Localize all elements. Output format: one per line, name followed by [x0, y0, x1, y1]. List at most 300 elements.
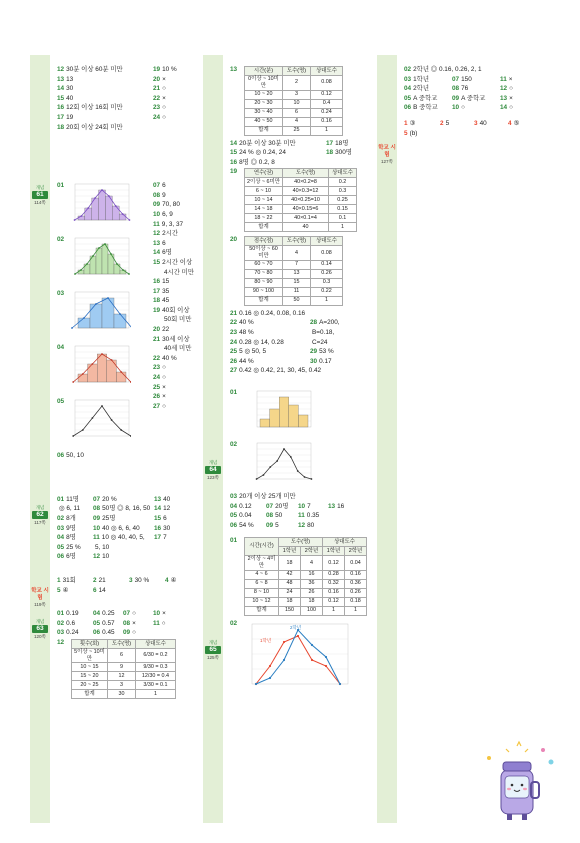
- answer-text: 25명: [102, 514, 116, 522]
- relative-frequency-table-20: [230, 236, 372, 306]
- table-cell: 40×0.15=6: [283, 205, 329, 214]
- answer-line: [404, 85, 554, 95]
- answer-line: [230, 149, 372, 159]
- table-cell: 11: [283, 287, 311, 296]
- histogram-bar: [114, 314, 126, 328]
- table-row: [245, 556, 367, 571]
- answer-text: 30: [66, 85, 74, 93]
- question-number: 12: [57, 638, 65, 646]
- polygon-point: [122, 269, 124, 271]
- answer-text: 0.19: [66, 610, 79, 618]
- answer-item: [93, 534, 145, 542]
- question-number: 11: [153, 619, 160, 627]
- question-number: 05: [93, 619, 101, 627]
- polygon-point: [276, 460, 278, 462]
- answer-line: [57, 610, 199, 620]
- answer-text: 22: [162, 326, 170, 334]
- table-cell: 6 ~ 10: [245, 187, 283, 196]
- answer-item: [57, 620, 75, 628]
- table-cell: 60 ~ 70: [245, 260, 283, 269]
- answer-line: [57, 534, 199, 544]
- question-number: 04: [93, 610, 101, 618]
- answer-text: 2시간: [162, 230, 179, 238]
- relative-frequency-chart: [242, 441, 322, 485]
- question-number: 04: [230, 502, 238, 510]
- table-cell: 7: [283, 260, 311, 269]
- answer-item: [404, 130, 417, 138]
- answer-text: A=200,: [319, 319, 340, 327]
- question-number: 18: [57, 123, 65, 131]
- polygon-point: [72, 381, 74, 383]
- answer-item: [326, 159, 328, 167]
- question-number: 11: [153, 220, 160, 228]
- question-number: 20: [153, 326, 161, 334]
- table-cell: 12/30 = 0.4: [136, 672, 176, 681]
- table-cell: 0.14: [311, 260, 343, 269]
- table-cell: 6: [283, 108, 311, 117]
- answer-item: [123, 629, 136, 637]
- answer-text: 5: [445, 119, 450, 127]
- column-header: 2학년: [301, 547, 323, 556]
- answer-text: ◎ 6, 11: [59, 505, 81, 513]
- question-number: 11: [500, 75, 507, 83]
- question-number: 14: [153, 249, 161, 257]
- answer-text: 30 %: [134, 576, 150, 584]
- question-number: 06: [57, 452, 65, 460]
- table-cell: 10: [283, 99, 311, 108]
- answer-text: ×: [162, 610, 166, 618]
- polygon-point: [110, 253, 112, 255]
- question-number: 27: [153, 402, 161, 410]
- table-cell: 6 ~ 8: [245, 579, 279, 588]
- answer-item: [230, 319, 254, 327]
- question-number: 16: [230, 158, 238, 166]
- answer-text: 6명: [162, 249, 172, 257]
- answer-item: [266, 503, 288, 511]
- answer-item: [57, 610, 79, 618]
- answer-item: [452, 104, 465, 112]
- answer-line: [57, 544, 199, 554]
- relative-frequency-table-13: [230, 66, 372, 136]
- answer-item: [500, 95, 513, 103]
- polygon-point: [74, 219, 76, 221]
- histogram-bar: [116, 372, 126, 382]
- answer-text: 2시간 이상: [162, 258, 193, 266]
- question-number: 19: [153, 306, 161, 314]
- answer-item: [440, 120, 449, 128]
- answer-text: 40: [66, 94, 74, 102]
- question-number: 5: [57, 586, 61, 594]
- table-cell: 0.32: [323, 579, 345, 588]
- question-number: 05: [57, 543, 65, 551]
- column-header: 점수(점): [245, 237, 283, 246]
- answer-item: [57, 577, 76, 585]
- question-number: 21: [230, 309, 238, 317]
- histogram-bar: [96, 248, 102, 274]
- answer-item: [57, 76, 73, 84]
- polygon-point: [297, 470, 299, 472]
- answer-item: [57, 66, 123, 74]
- answer-text: 54 %: [239, 521, 254, 529]
- question-number: 21: [153, 85, 161, 93]
- polygon-point: [101, 353, 103, 355]
- question-number: 01: [57, 495, 65, 503]
- question-number: 27: [230, 367, 238, 375]
- answer-text: C=24: [312, 338, 328, 346]
- table-cell: 18: [279, 556, 301, 571]
- table-cell: 0.16: [323, 588, 345, 597]
- table-row: [245, 178, 357, 187]
- polygon-point: [290, 456, 292, 458]
- answer-text: 20명: [275, 502, 289, 510]
- question-number: 18: [326, 149, 334, 157]
- question-number: 16: [153, 278, 161, 286]
- answer-text: ○: [161, 619, 166, 627]
- question-number: 2: [93, 576, 97, 584]
- polygon-point: [83, 317, 85, 319]
- side-strip-left: [30, 55, 50, 823]
- question-number: 02: [230, 619, 238, 627]
- answer-text: ③: [409, 119, 416, 127]
- polygon-point: [94, 197, 96, 199]
- histogram-bar: [78, 374, 88, 382]
- concept-tag-63: 개념 63 120쪽: [33, 619, 47, 639]
- table-cell: 6: [108, 648, 136, 663]
- answer-item: [404, 95, 437, 103]
- question-number: 30: [310, 357, 318, 365]
- concept-64-graphs: [230, 389, 372, 493]
- table-cell: 4: [301, 556, 323, 571]
- question-number: 2: [440, 119, 444, 127]
- histogram-bar: [107, 360, 117, 382]
- table-row: [245, 606, 367, 615]
- answer-text: 0.45: [102, 629, 115, 637]
- concept-tag-65: 개념 65 125쪽: [206, 640, 220, 660]
- question-number: 1: [57, 576, 61, 584]
- polygon-point: [129, 219, 131, 221]
- answer-line: [57, 85, 199, 95]
- answer-item: [93, 620, 115, 628]
- table-cell: 0.3: [329, 187, 357, 196]
- answer-text: 13: [66, 75, 74, 83]
- answer-line: [57, 505, 199, 515]
- answer-item: [153, 104, 166, 112]
- answer-text: 2학년: [413, 85, 430, 93]
- concept-tag-61: 개념 61 114쪽: [30, 185, 50, 205]
- answer-column-3: [404, 66, 554, 139]
- answer-item: [93, 525, 140, 533]
- polygon-point: [87, 207, 89, 209]
- question-number: 09: [452, 94, 460, 102]
- side-strip-right: [377, 55, 397, 823]
- histogram-chart: [69, 236, 131, 280]
- answer-item: [57, 505, 80, 513]
- concept-61-answers: [57, 182, 199, 452]
- table-row: [245, 205, 357, 214]
- column-header: 시간(분): [245, 67, 283, 76]
- histogram-bar: [90, 304, 102, 328]
- question-number: 17: [154, 534, 162, 542]
- polygon-point: [82, 373, 84, 375]
- question-number: 09: [266, 521, 274, 529]
- answer-text: 76: [461, 85, 469, 93]
- answer-text: 40세 미만: [164, 345, 192, 353]
- answer-text: ×: [162, 94, 166, 102]
- answer-item: [310, 319, 340, 327]
- question-number: 01: [57, 182, 65, 190]
- question-number: 10: [452, 104, 460, 112]
- question-number: 23: [153, 364, 161, 372]
- table-cell: 18: [279, 597, 301, 606]
- answer-item: [57, 95, 73, 103]
- answer-text: 30분 이상 60분 미만: [66, 66, 123, 73]
- question-number: 15: [57, 94, 65, 102]
- question-number: 23: [230, 328, 238, 336]
- question-number: 04: [404, 85, 412, 93]
- question-number: 02: [404, 66, 412, 73]
- test-answer-line: [404, 130, 554, 140]
- relative-frequency-table-19: [230, 168, 372, 232]
- answer-item: [452, 76, 472, 84]
- question-number: 20: [230, 236, 238, 244]
- answer-item: [230, 512, 252, 520]
- table-cell: 4: [283, 117, 311, 126]
- question-number: 25: [153, 383, 161, 391]
- question-number: 16: [57, 104, 65, 112]
- answer-line: [230, 367, 372, 377]
- histogram-bar: [289, 405, 299, 427]
- answer-text: 6명: [66, 553, 76, 561]
- question-number: 03: [57, 629, 65, 637]
- answer-item: [123, 620, 136, 628]
- answer-text: A 중학교: [461, 94, 486, 102]
- answer-item: [93, 587, 106, 595]
- answer-line: [230, 503, 372, 513]
- answer-item: [153, 249, 172, 257]
- answer-text: 20 %: [102, 495, 117, 503]
- answer-text: 5: [275, 521, 279, 529]
- polygon-point: [92, 255, 94, 257]
- table-cell: 9/30 = 0.3: [136, 663, 176, 672]
- answer-text: 20회 이상 24회 미만: [66, 123, 123, 131]
- question-number: 08: [123, 619, 131, 627]
- table-cell: 50: [283, 296, 311, 305]
- answer-line: [57, 496, 199, 506]
- answer-item: [500, 104, 513, 112]
- question-number: 03: [57, 524, 65, 532]
- question-number: 05: [230, 512, 238, 520]
- question-number: 13: [154, 495, 162, 503]
- answer-item: [57, 104, 123, 112]
- question-number: 17: [153, 287, 161, 295]
- polygon-point: [104, 243, 106, 245]
- table-header-row: [245, 538, 367, 547]
- polygon-point: [101, 189, 103, 191]
- table-cell: 4 ~ 6: [245, 570, 279, 579]
- question-number: 17: [326, 139, 334, 147]
- table-cell: 합계: [72, 690, 108, 699]
- polygon-point: [256, 478, 258, 480]
- answer-item: [57, 553, 76, 561]
- answer-text: 25 %: [66, 543, 81, 551]
- spacer: [57, 596, 199, 610]
- question-number: 29: [310, 348, 318, 356]
- column-header: 도수(명): [283, 169, 329, 178]
- table-cell: 0.12: [323, 597, 345, 606]
- question-number: 01: [230, 537, 238, 545]
- column-header: 도수(명): [108, 639, 136, 648]
- table-cell: 40×0.25=10: [283, 196, 329, 205]
- table-cell: 0.12: [311, 90, 343, 99]
- question-number: 16: [154, 524, 162, 532]
- answer-line: [230, 329, 372, 339]
- answer-text: 44 %: [239, 357, 254, 365]
- answer-item: [230, 358, 254, 366]
- table-row: [72, 690, 176, 699]
- table-cell: 10 ~ 20: [245, 90, 283, 99]
- graph-answer: [57, 236, 131, 290]
- column-header: 도수(명): [283, 67, 311, 76]
- table-cell: 0.28: [323, 570, 345, 579]
- question-number: 5: [404, 129, 408, 137]
- spacer: [57, 462, 199, 496]
- graph-answer: [230, 620, 372, 692]
- answer-text: ○: [162, 402, 166, 410]
- answer-item: [298, 512, 319, 520]
- column-header: 1학년: [279, 547, 301, 556]
- answer-text: 9: [162, 191, 166, 199]
- polygon-point: [311, 659, 313, 661]
- table-row: [245, 246, 343, 261]
- answer-item: [153, 95, 166, 103]
- answer-text: 0.35: [306, 512, 320, 520]
- table-cell: 2이상 ~ 6미만: [245, 178, 283, 187]
- answer-item: [298, 503, 311, 511]
- table-row: [72, 672, 176, 681]
- question-number: 08: [93, 505, 101, 513]
- answer-item: [153, 364, 166, 372]
- answer-column-1: [57, 66, 199, 699]
- legend-grade1: 1학년: [260, 637, 272, 643]
- table-cell: 2: [283, 76, 311, 91]
- answer-item: [153, 278, 169, 286]
- question-number: 3: [474, 119, 478, 127]
- question-number: 22: [153, 94, 161, 102]
- table-cell: 0.04: [345, 556, 367, 571]
- answer-item: [93, 577, 106, 585]
- polygon-point: [269, 466, 271, 468]
- answer-text: ○: [132, 629, 136, 637]
- answer-item: [57, 534, 76, 542]
- table-cell: 1: [136, 690, 176, 699]
- question-number: 1: [404, 119, 408, 127]
- question-number: 24: [230, 338, 238, 346]
- polygon-point: [325, 656, 327, 658]
- histogram-bar: [84, 264, 90, 274]
- question-number: 12: [500, 85, 508, 93]
- table-header-row: [245, 169, 357, 178]
- answer-item: [153, 259, 192, 267]
- question-number: 01: [230, 388, 238, 396]
- question-number: 02: [230, 440, 238, 448]
- answer-text: 12회 이상 16회 미만: [66, 104, 123, 112]
- frequency-table: [244, 537, 367, 616]
- answer-text: 45: [162, 297, 170, 305]
- answer-text: ○: [162, 104, 166, 112]
- graph-answer: [230, 389, 372, 441]
- table-row: [245, 90, 343, 99]
- table-cell: 20 ~ 30: [245, 99, 283, 108]
- answer-item: [298, 522, 314, 530]
- answer-text: ○: [162, 113, 166, 121]
- table-row: [245, 597, 367, 606]
- polygon-point: [71, 327, 73, 329]
- table-header-row: [245, 67, 343, 76]
- question-number: 15: [230, 149, 238, 157]
- question-number: 05: [57, 398, 65, 406]
- answer-line: [230, 339, 372, 349]
- table-cell: 1: [323, 606, 345, 615]
- answer-item: [500, 85, 513, 93]
- answer-text: 10: [102, 553, 110, 561]
- answer-item: [230, 310, 305, 318]
- question-number: 06: [404, 104, 412, 112]
- histogram-bar: [298, 415, 308, 427]
- table-cell: 50이상 ~ 60미만: [245, 246, 283, 261]
- table-cell: 18 ~ 22: [245, 214, 283, 223]
- side-strip-middle: [203, 55, 223, 823]
- frequency-table: [244, 66, 343, 136]
- frequency-table: [244, 168, 357, 232]
- question-number: 17: [57, 113, 65, 121]
- polygon-point: [108, 195, 110, 197]
- polygon-point: [107, 297, 109, 299]
- table-cell: 20 ~ 25: [72, 681, 108, 690]
- answer-text: 8명 ◎ 0.2, 8: [239, 158, 275, 166]
- question-number: 03: [230, 492, 238, 500]
- table-cell: 0.2: [329, 178, 357, 187]
- answer-text: 40 %: [239, 319, 254, 327]
- table-cell: 0.16: [345, 570, 367, 579]
- answer-item: [129, 577, 149, 585]
- table-cell: 0.12: [323, 556, 345, 571]
- answer-item: [153, 211, 173, 219]
- answer-item: [310, 329, 334, 337]
- question-number: 09: [123, 629, 131, 637]
- polygon-point: [120, 429, 122, 431]
- table-row: [245, 196, 357, 205]
- histogram-chart: [69, 290, 131, 334]
- answer-item: [230, 493, 296, 501]
- table-row: [245, 99, 343, 108]
- question-number: 24: [153, 374, 161, 382]
- answer-item: [153, 355, 177, 363]
- answer-item: [153, 620, 166, 628]
- table-cell: 0.08: [311, 76, 343, 91]
- question-number: 09: [153, 201, 161, 209]
- legend-grade2: 2학년: [290, 624, 302, 630]
- answer-item: [153, 326, 169, 334]
- answer-item: [153, 76, 166, 84]
- answer-text: 53 %: [319, 348, 334, 356]
- answer-text: 8개: [66, 514, 76, 522]
- answer-item: [162, 316, 191, 324]
- answer-item: [310, 358, 332, 366]
- polygon-point: [283, 659, 285, 661]
- answer-text: 21: [98, 576, 106, 584]
- answer-line: [230, 319, 372, 329]
- table-cell: 0.26: [311, 269, 343, 278]
